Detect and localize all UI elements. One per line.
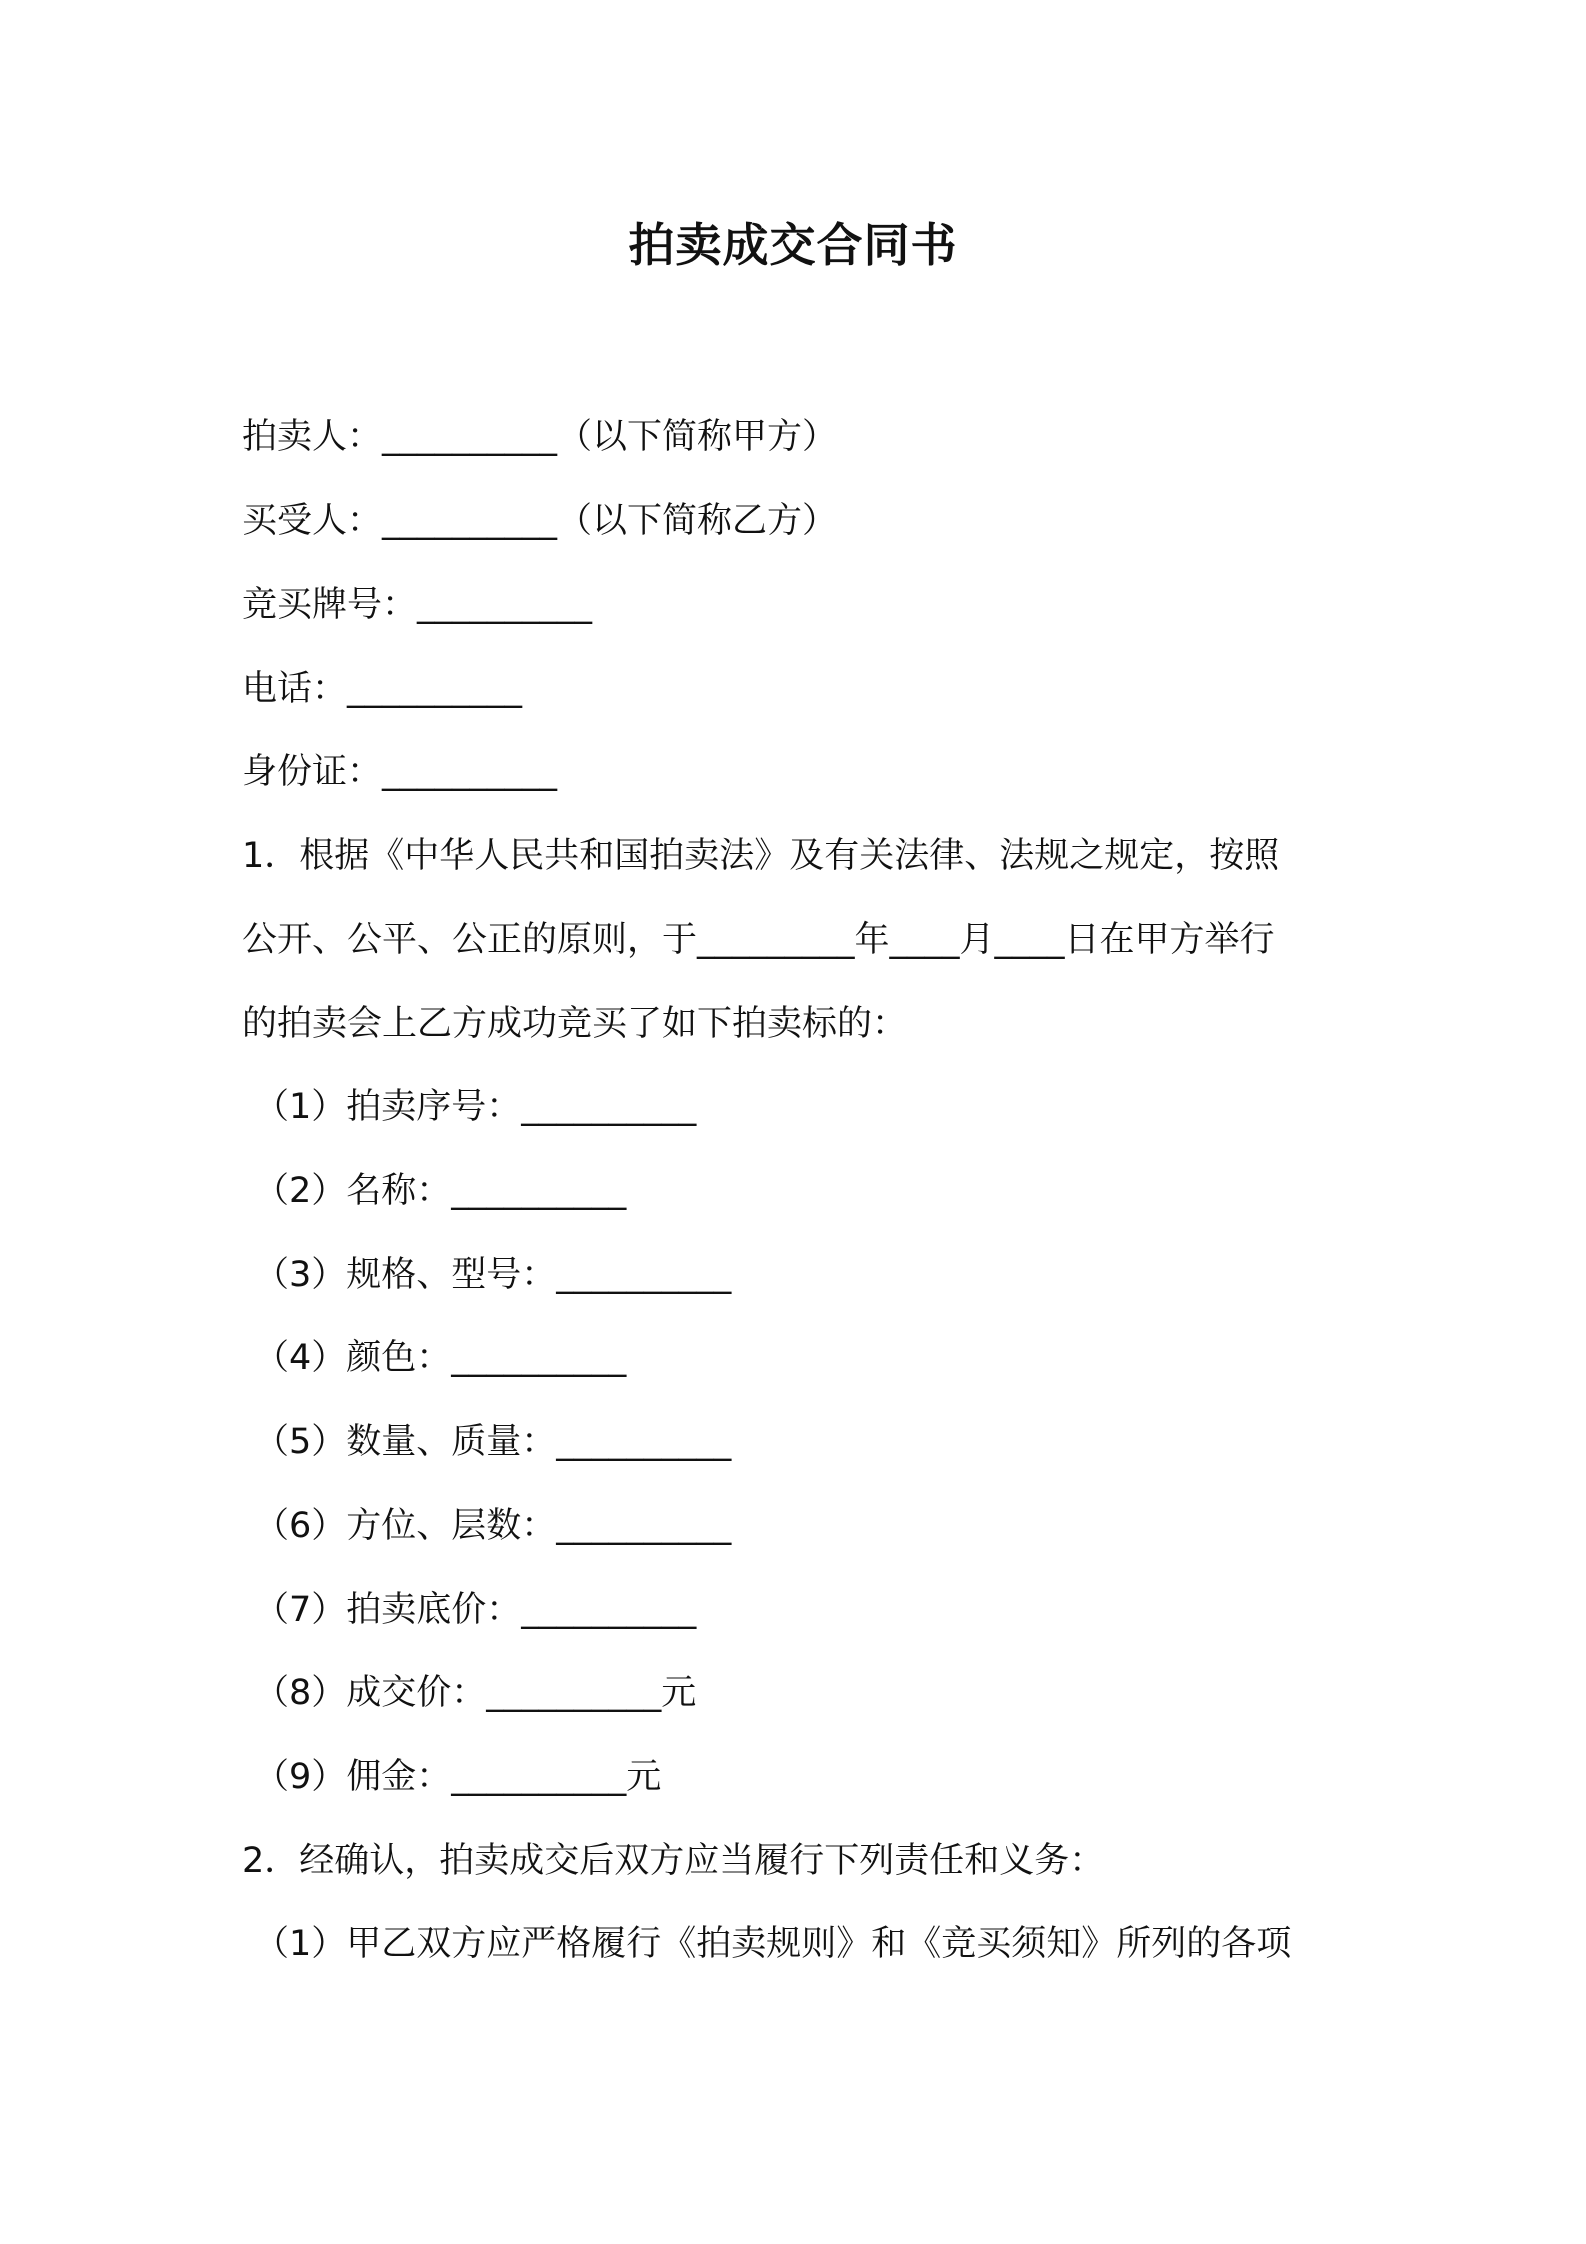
- item-name: （2）名称：__________: [254, 1171, 627, 1211]
- auctioneer-line: 拍卖人：__________（以下简称甲方）: [242, 417, 838, 457]
- id-card-line: 身份证：__________: [242, 752, 558, 792]
- clause2-line1: 2．经确认，拍卖成交后双方应当履行下列责任和义务：: [242, 1841, 1105, 1881]
- bid-number-line: 竞买牌号：__________: [242, 585, 593, 625]
- clause1-line3: 的拍卖会上乙方成功竞买了如下拍卖标的：: [242, 1004, 908, 1044]
- clause1-line1: 1．根据《中华人民共和国拍卖法》及有关法律、法规之规定，按照: [242, 836, 1280, 876]
- buyer-line: 买受人：__________（以下简称乙方）: [242, 501, 838, 541]
- item-final-price: （8）成交价：__________元: [254, 1673, 697, 1713]
- item-spec-model: （3）规格、型号：__________: [254, 1255, 732, 1295]
- phone-line: 电话：__________: [242, 669, 523, 709]
- document-title: 拍卖成交合同书: [628, 218, 958, 272]
- item-auction-number: （1）拍卖序号：__________: [254, 1087, 697, 1127]
- item-orientation-floor: （6）方位、层数：__________: [254, 1506, 732, 1546]
- clause1-line2: 公开、公平、公正的原则，于_________年____月____日在甲方举行: [242, 920, 1275, 960]
- item-reserve-price: （7）拍卖底价：__________: [254, 1590, 697, 1630]
- item-quantity-quality: （5）数量、质量：__________: [254, 1422, 732, 1462]
- item-commission: （9）佣金：__________元: [254, 1757, 662, 1797]
- clause2-line2: （1）甲乙双方应严格履行《拍卖规则》和《竞买须知》所列的各项: [254, 1924, 1292, 1964]
- item-color: （4）颜色：__________: [254, 1338, 627, 1378]
